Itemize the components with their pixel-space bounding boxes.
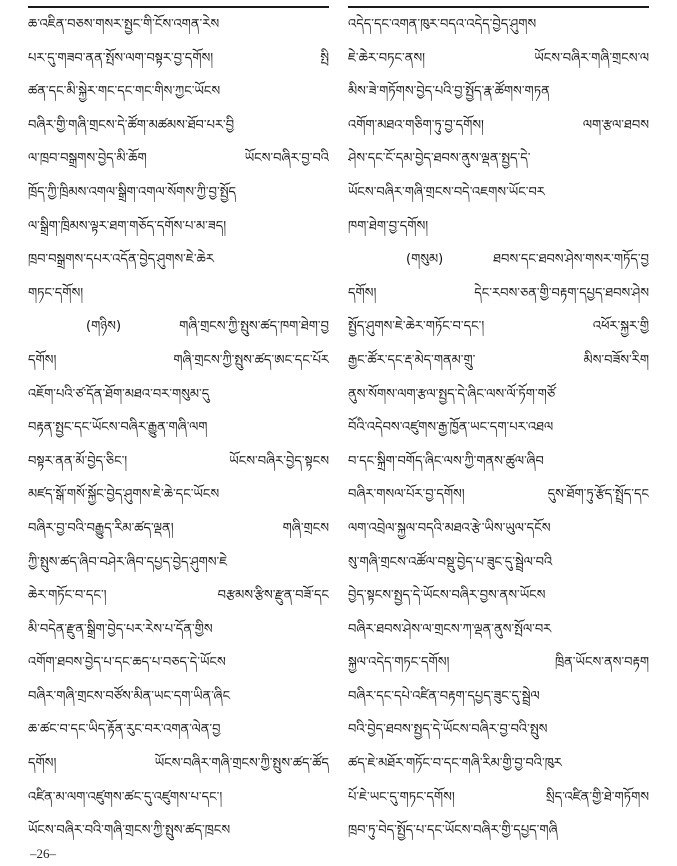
text-line: བྱེད་སྟངས་སྤྱད་དེ་ཡོངས་བཞིར་བྱས་ནས་ཡོངས [348,588,546,604]
text-line: ཁྲབ་ཏུ་བེད་སྤྱོད་པ་དང་ཡོངས་བཞིར་གྱི་དཔྱད་གཞི [348,823,558,839]
text-line: བཞིར་དང་དཔེ་འཛིན་བརྟག་དཔྱད་ཟུང་དུ་སྦྲེལ [348,688,540,704]
text-line: འགོག་ཐབས་བྱེད་པ་དང་ཆད་པ་བཅད་དེ་ཡོངས [28,655,226,671]
text-line: དགོས། གཞི་གྲངས་ཀྱི་སྤུས་ཚད་ཨང་དང་པོར [28,352,329,368]
text-line: སྤྱོད་ཤུགས་ཇེ་ཆེར་གཏོང་བ་དང་། འཕོར་སྐྱར་གྱི [348,319,649,335]
text-line: པར་དུ་གཟབ་ནན་སྤོས་ལག་བསྟར་བྱ་དགོས། སྤི [28,50,329,66]
right-text-column [348,8,649,848]
text-line: ཤེས་དང་ངོ་དམ་བྱེད་ཐབས་ནུས་ལྡན་སྤྱད་དེ་ [348,151,531,167]
text-line: ཁྲབ་བསྒྲགས་དཔར་འདོན་བྱེད་ཤུགས་ཇེ་ཆེར [28,252,214,268]
text-line: འཇོག་པའི་ཙ་དོན་ཐོག་མཐའ་བར་གསུམ་དུ [28,386,210,402]
text-line: ཁག་ཐེག་བྱ་དགོས། [348,218,429,234]
text-line: དགོས། ཡོངས་བཞིར་གཞི་གྲངས་ཀྱི་སྤུས་ཚད་ཚོད [28,756,329,772]
text-line: བའི་བྱེད་ཐབས་སྤྱད་དེ་ཡོངས་བཞིར་བྱ་བའི་སྤུས [348,722,548,738]
text-line: བཞིར་གཞི་གྲངས་བཙོས་མིན་ཡང་དག་ཡིན་ཞིང [28,688,231,704]
text-line: ཆེར་གཏོང་བ་དང་། བརྩམས་རྩིས་རྫུན་བཟོ་དང [28,588,329,604]
text-line: ཆ་འཇིན་བཅས་གསར་སྤྱང་གི་ངོས་འགན་རེས [28,17,220,32]
text-line: ཚན་དང་མི་སྐྱེར་གང་དང་གང་གིས་ཀྱང་ཡོངས [28,84,221,100]
text-line: ལ་ཁྲབ་བསྒྲགས་བྱེད་མི་ཆོག ཡོངས་བཞིར་བྱ་བའི [28,151,329,167]
text-line: གཏང་དགོས། [28,285,84,301]
text-line: བ་དང་སྐྲིག་བགོད་ཞིང་ལས་ཀྱི་གནས་ཚུལ་ཞིབ [348,453,544,469]
text-line: བཞིར་ཐབས་ཤེས་ལ་གྲངས་ཀ་ལྡན་ནུས་སྤོལ་བར [348,621,552,637]
left-text-column [28,8,329,848]
text-line: ཚད་ཇེ་མཐོར་གཏོང་བ་དང་གཞི་རིམ་གྱི་བྱ་བའི་ཁུར [348,756,562,772]
text-line: (གཉིས) གཞི་གྲངས་ཀྱི་སྤུས་ཚད་ཁག་ཐེག་བྱ [86,319,329,335]
page-number: –26– [30,846,56,861]
text-line: མིས་ཟེ་གཏོགས་བྱེད་པའི་བྱ་སྤྱོད་རྣ་ཚོགས་གཏན [348,84,550,100]
text-line: བརྟན་སྤྱང་དང་ཡོངས་བཞིར་རྒྱུན་གཞི་ལག [28,420,208,436]
text-line: ཡོངས་བཞིར་གཞི་གྲངས་བདེ་འཇགས་ཡོང་བར [348,184,545,200]
text-line: (གསུམ) ཐབས་དང་ཐབས་ཤེས་གསར་གཏོད་བྱ [406,252,649,268]
text-line: འཛིན་མ་ལག་འཛུགས་ཚང་དུ་འཛུགས་པ་དང་། [28,789,223,805]
text-line: ཇེ་ཆེར་བཏང་ནས། ཡོངས་བཞིར་གཞི་གྲངས་ལ [348,50,649,66]
text-line: ཀྱི་སྤུས་ཚད་ཞིབ་བཤེར་ཞིབ་དཔྱད་བྱེད་ཤུགས་ཇེ [28,554,228,570]
text-line: ཡོངས་བཞིར་བའི་གཞི་གྲངས་ཀྱི་སྤུས་ཚད་ཁྲངས [28,823,231,839]
text-line: མཛད་སྒོ་གསོ་སྐྱོང་བྱེད་ཤུགས་ཇེ་ཆེ་དང་ཡོངས [28,487,220,503]
text-line: ལ་སྒྲིག་ཁྲིམས་ལྟར་ཐག་གཅོད་དགོས་པ་མ་ཟད། [28,218,227,234]
text-line: ཁྲོད་ཀྱི་ཁྲིམས་འགལ་སྒྲིག་འགལ་སོགས་ཀྱི་བྱ་སྤྱོད [28,184,237,200]
text-line: ནུས་སོགས་ལག་རྩལ་སྤྱད་དེ་ཞིང་ལས་ལོ་ཏོག་གཙོ [348,386,556,402]
text-line: བཞིར་གསལ་པོར་བྱ་དགོས། དུས་ཐོག་ཏུ་རྩོད་སྤྲོད་དང [348,487,649,503]
text-line: བཞིར་གྱི་གཞི་གྲངས་དེ་ཚོག་མཚམས་ཐོབ་པར་བྱི [28,117,235,133]
text-line: འདེད་དང་འགན་ཁུར་བདའ་འདེད་བྱེད་ཤུགས [348,17,537,32]
text-line: འགོག་མཐའ་གཅིག་ཏུ་བྱ་དགོས། ལག་རྩལ་ཐབས [348,117,649,133]
text-line: རྒྱང་ཚོར་དང་རྡ་མེད་གནམ་གྲུ་ མིས་བཟོས་རིག [348,352,649,368]
text-line: པོ་ཇེ་ཡང་དུ་གཏང་དགོས། སྲིད་འཛིན་གྱི་ཐེ་གཏོགས [348,789,649,805]
text-line: མི་བདེན་རྫུན་སྒྲིག་བྱེད་པར་རེས་པ་དོན་གྱིས [28,621,213,637]
text-line: སུ་གཞི་གྲངས་འཚོལ་བསྡུ་བྱེད་པ་ཟུང་དུ་སྦྲེལ་བའི [348,554,553,570]
text-line: ཆ་ཚང་བ་དང་ཡིད་རྟོན་རུང་བར་འགན་ལེན་བྱ [28,722,221,738]
text-line: བཞིར་བྱ་བའི་བརྒྱུད་རིམ་ཚད་ལྡན། གཞི་གྲངས [28,520,329,536]
text-line: བོའི་འདེབས་འཛུགས་རྒྱ་ཁྱོན་ཡང་དག་པར་འཐལ [348,420,554,436]
text-line: ལག་འབྲེལ་སྐྱལ་བདའི་མཐའ་རྩེ་ཡིས་ཡུལ་དངོས [348,520,551,536]
text-line: དགོས། དེང་རབས་ཅན་གྱི་བརྟག་དཔྱད་ཐབས་ཤེས [348,285,649,301]
text-line: སྐྱལ་འདེད་གཏང་དགོས། ཁྲིན་ཡོངས་ནས་བརྟག [348,655,649,671]
text-line: བསྟར་ནན་མོ་བྱེད་ཅིང་། ཡོངས་བཞིར་བྱེད་སྟངས [28,453,329,469]
